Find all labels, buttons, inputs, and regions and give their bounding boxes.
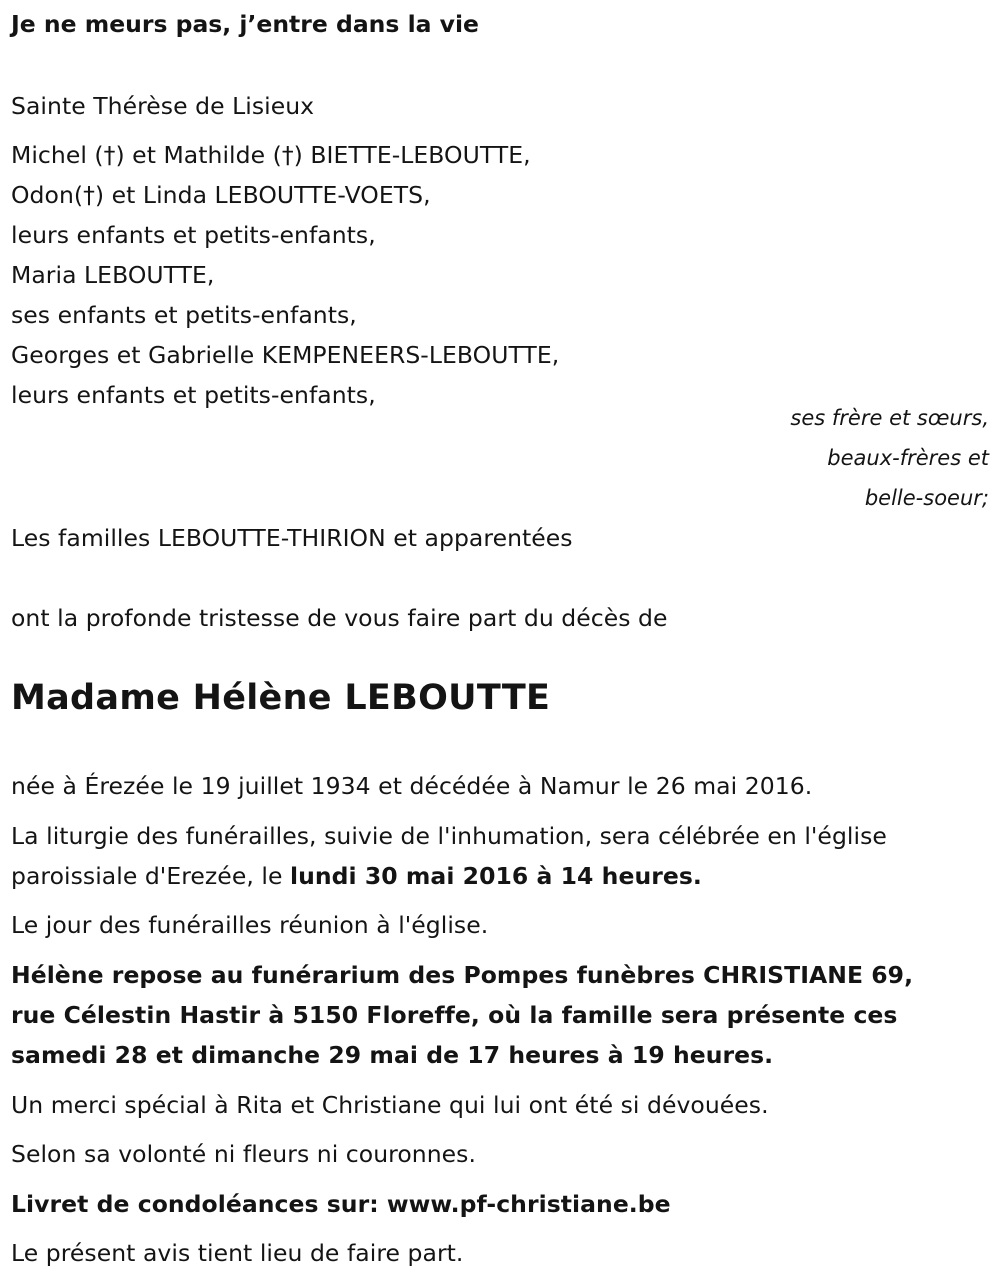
families-related: Les familles LEBOUTTE-THIRION et apparentées (11, 524, 573, 552)
family-line: Georges et Gabrielle KEMPENEERS-LEBOUTTE, (11, 341, 560, 369)
family-line: leurs enfants et petits-enfants, (11, 221, 376, 249)
liturgy-datetime: lundi 30 mai 2016 à 14 heures. (289, 862, 702, 890)
funerarium-line: Hélène repose au funérarium des Pompes funèbres CHRISTIANE 69, (11, 961, 914, 989)
relation-line: ses frère et sœurs, (790, 406, 989, 430)
funerarium-line: samedi 28 et dimanche 29 mai de 17 heures à 19 heures. (11, 1041, 774, 1069)
birth-death-dates: née à Érezée le 19 juillet 1934 et décédée à Namur le 26 mai 2016. (11, 772, 813, 800)
family-line: Michel (†) et Mathilde (†) BIETTE-LEBOUTTE, (11, 141, 531, 169)
quote-author: Sainte Thérèse de Lisieux (11, 92, 315, 120)
motto-heading: Je ne meurs pas, j’entre dans la vie (11, 10, 479, 38)
family-line: Odon(†) et Linda LEBOUTTE-VOETS, (11, 181, 431, 209)
relation-line: beaux-frères et (827, 446, 989, 470)
liturgy-line (11, 861, 702, 891)
meeting-info: Le jour des funérailles réunion à l'église. (11, 911, 489, 939)
announcement: ont la profonde tristesse de vous faire part du décès de (11, 604, 668, 632)
liturgy-place: paroissiale d'Erezée, le (11, 862, 290, 890)
relation-line: belle-soeur; (864, 486, 989, 510)
notice-line: Le présent avis tient lieu de faire part. (11, 1239, 464, 1267)
family-line: leurs enfants et petits-enfants, (11, 381, 376, 409)
family-line: Maria LEBOUTTE, (11, 261, 215, 289)
condolences-line: Livret de condoléances sur: www.pf-christiane.be (11, 1190, 671, 1218)
deceased-name: Madame Hélène LEBOUTTE (11, 678, 551, 718)
liturgy-line: La liturgie des funérailles, suivie de l'inhumation, sera célébrée en l'église (11, 822, 887, 850)
flowers-line: Selon sa volonté ni fleurs ni couronnes. (11, 1140, 476, 1168)
thanks-line: Un merci spécial à Rita et Christiane qui lui ont été si dévouées. (11, 1091, 769, 1119)
funerarium-line: rue Célestin Hastir à 5150 Floreffe, où la famille sera présente ces (11, 1001, 898, 1029)
family-line: ses enfants et petits-enfants, (11, 301, 357, 329)
